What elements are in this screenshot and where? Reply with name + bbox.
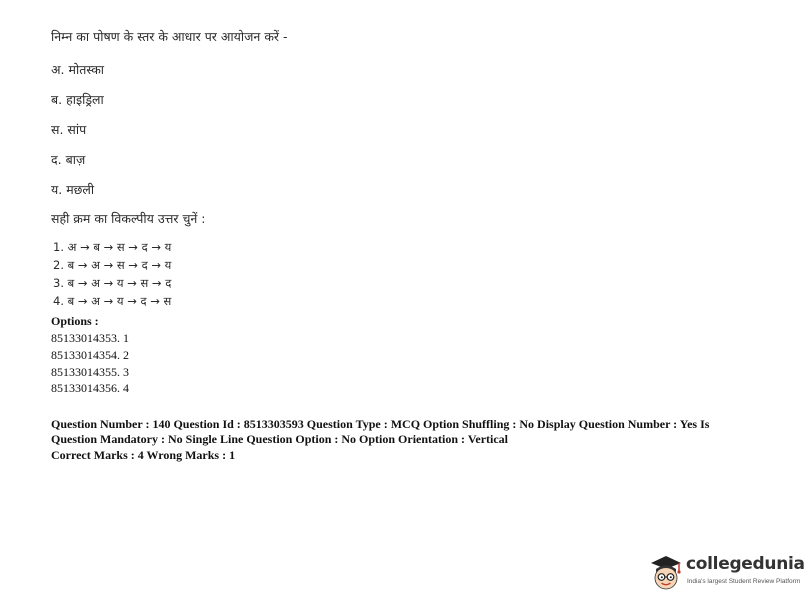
answer-choice: 4. ब → अ → य → द → स: [53, 294, 172, 308]
item-d: द. बाज़: [51, 152, 86, 167]
meta-line: Question Mandatory : No Single Line Question Option : No Option Orientation : Vertical: [51, 432, 509, 446]
item-c: स. सांप: [51, 122, 87, 137]
answer-choices: [53, 238, 171, 310]
student-mascot-icon: [648, 551, 684, 595]
question-prompt: निम्न का पोषण के स्तर के आधार पर आयोजन करें -: [51, 29, 288, 44]
logo-wordmark: collegedunia: [686, 554, 805, 574]
question-meta: [51, 417, 741, 463]
meta-line: Question Number : 140 Question Id : 8513303593 Question Type : MCQ Option Shuffling : No Display Question Number : Yes Is: [51, 417, 710, 431]
item-b: ब. हाइड्रिला: [51, 92, 104, 107]
answer-choice: 1. अ → ब → स → द → य: [53, 240, 172, 254]
options-heading: Options :: [51, 314, 99, 328]
meta-line: Correct Marks : 4 Wrong Marks : 1: [51, 448, 236, 462]
answer-choice: 3. ब → अ → य → स → द: [53, 276, 172, 290]
collegedunia-logo: [646, 551, 805, 595]
option-code: 85133014355. 3: [51, 365, 129, 379]
option-code: 85133014354. 2: [51, 348, 129, 362]
instruction: सही क्रम का विकल्पीय उत्तर चुनें :: [51, 211, 206, 226]
option-code: 85133014353. 1: [51, 331, 129, 345]
option-code: 85133014356. 4: [51, 381, 129, 395]
item-e: य. मछली: [51, 182, 95, 197]
answer-choice: 2. ब → अ → स → द → य: [53, 258, 172, 272]
logo-tagline: India's largest Student Review Platform: [687, 578, 801, 585]
item-a: अ. मोतस्का: [51, 62, 105, 77]
